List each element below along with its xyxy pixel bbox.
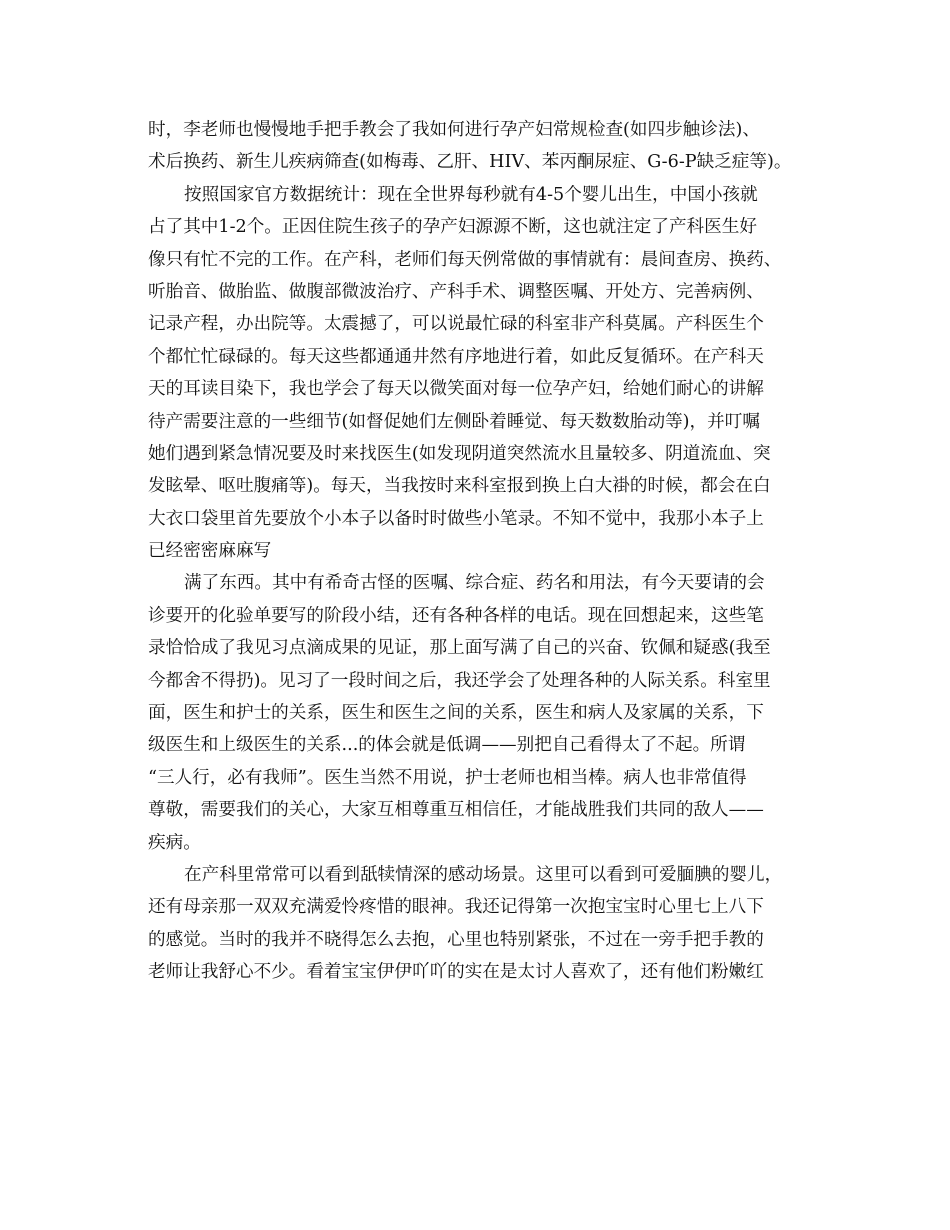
text-line: “三人行，必有我师”。医生当然不用说，护士老师也相当棒。病人也非常值得 [148, 767, 747, 788]
text-line: 的感觉。当时的我并不晓得怎么去抱，心里也特别紧张，不过在一旁手把手教的 [148, 929, 764, 950]
text-line: 术后换药、新生儿疾病筛查(如梅毒、乙肝、HIV、苯丙酮尿症、G-6-P缺乏症等)。 [148, 152, 792, 173]
text-line: 时，李老师也慢慢地手把手教会了我如何进行孕产妇常规检查(如四步触诊法)、 [148, 120, 760, 140]
text-line: 老师让我舒心不少。看着宝宝伊伊吖吖的实在是太讨人喜欢了，还有他们粉嫩红 [148, 962, 764, 983]
text-line: 疾病。 [148, 832, 201, 853]
text-line: 像只有忙不完的工作。在产科，老师们每天例常做的事情就有：晨间查房、换药、 [148, 249, 782, 270]
text-line: 按照国家官方数据统计：现在全世界每秒就有4-5个婴儿出生，中国小孩就 [184, 184, 758, 205]
text-line: 记录产程，办出院等。太震撼了，可以说最忙碌的科室非产科莫属。产科医生个 [148, 314, 764, 335]
text-line: 天的耳读目染下，我也学会了每天以微笑面对每一位孕产妇，给她们耐心的讲解 [148, 379, 764, 400]
text-line: 今都舍不得扔)。见习了一段时间之后，我还学会了处理各种的人际关系。科室里 [148, 670, 771, 691]
text-line: 诊要开的化验单要写的阶段小结，还有各种各样的电话。现在回想起来，这些笔 [148, 605, 764, 626]
text-line: 还有母亲那一双双充满爱怜疼惜的眼神。我还记得第一次抱宝宝时心里七上八下 [148, 897, 764, 918]
text-line: 级医生和上级医生的关系...的体会就是低调——别把自己看得太了不起。所谓 [148, 735, 746, 756]
body-text [148, 114, 810, 989]
text-line: 大衣口袋里首先要放个小本子以备时时做些小笔录。不知不觉中，我那小本子上 [148, 508, 764, 529]
text-line: 已经密密麻麻写 [148, 541, 272, 562]
text-line: 面，医生和护士的关系，医生和医生之间的关系，医生和病人及家属的关系，下 [148, 703, 764, 724]
text-line: 她们遇到紧急情况要及时来找医生(如发现阴道突然流水且量较多、阴道流血、突 [148, 443, 771, 464]
text-line: 待产需要注意的一些细节(如督促她们左侧卧着睡觉、每天数数胎动等)，并叮嘱 [148, 411, 760, 432]
text-line: 占了其中1-2个。正因住院生孩子的孕产妇源源不断，这也就注定了产科医生好 [148, 217, 757, 238]
text-line: 在产科里常常可以看到舐犊情深的感动场景。这里可以看到可爱腼腆的婴儿， [184, 864, 783, 885]
text-line: 尊敬，需要我们的关心，大家互相尊重互相信任，才能战胜我们共同的敌人—— [148, 800, 764, 821]
text-line: 听胎音、做胎监、做腹部微波治疗、产科手术、调整医嘱、开处方、完善病例、 [148, 281, 764, 302]
text-line: 录恰恰成了我见习点滴成果的见证，那上面写满了自己的兴奋、钦佩和疑惑(我至 [148, 638, 771, 659]
text-line: 发眩晕、呕吐腹痛等)。每天，当我按时来科室报到换上白大褂的时候，都会在白 [148, 476, 771, 497]
text-line: 满了东西。其中有希奇古怪的医嘱、综合症、药名和用法，有今天要请的会 [184, 573, 765, 594]
text-line: 个都忙忙碌碌的。每天这些都通通井然有序地进行着，如此反复循环。在产科天 [148, 346, 764, 367]
